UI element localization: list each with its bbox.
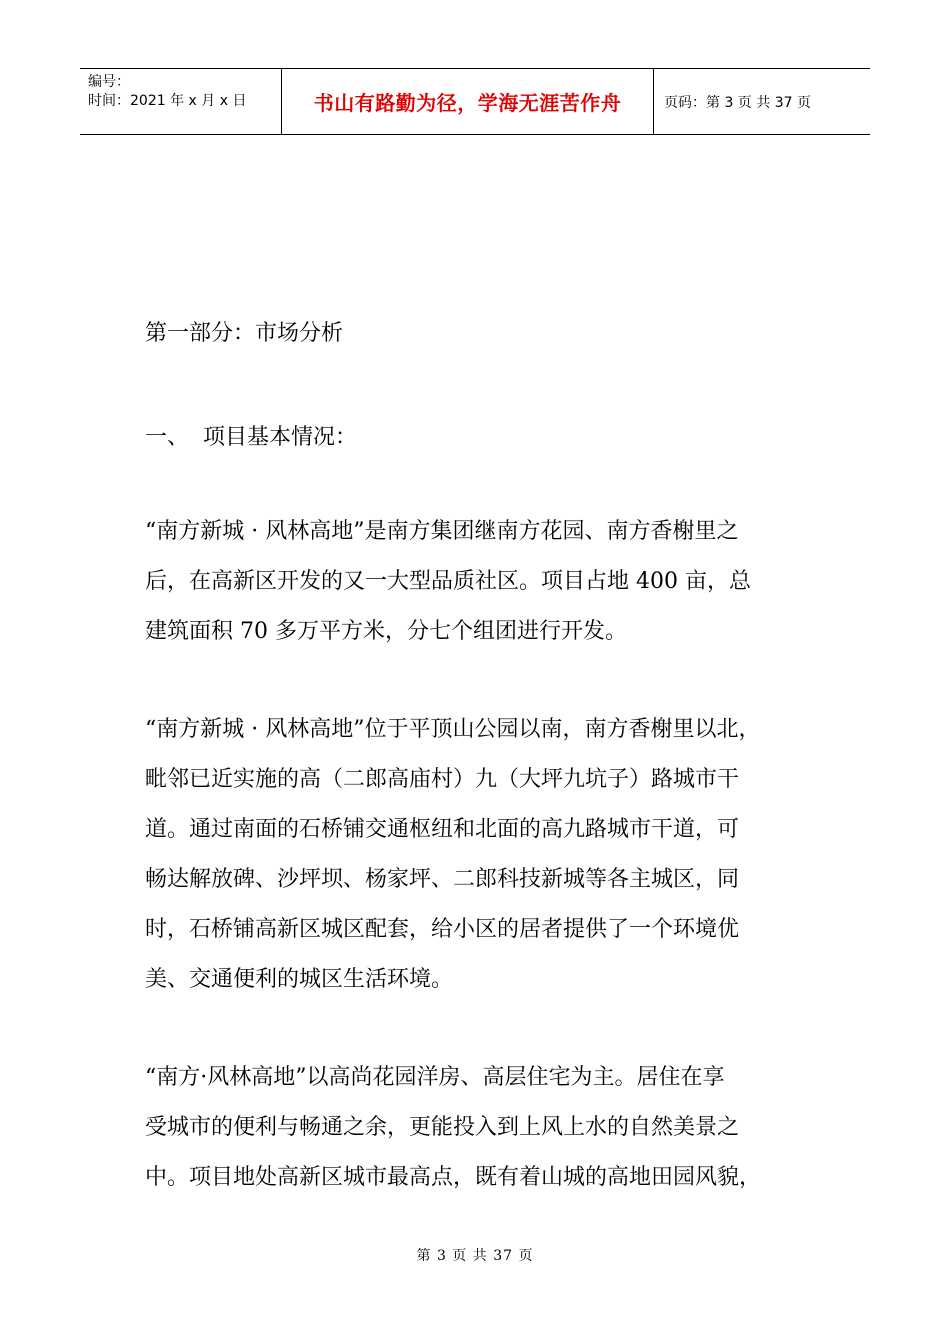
page-footer: 第 3 页 共 37 页	[416, 1248, 534, 1264]
paragraph-1	[145, 507, 810, 657]
document-time-label: 时间：2021 年 x 月 x 日	[88, 93, 247, 109]
document-number-label: 编号：	[88, 74, 130, 90]
subheading	[145, 423, 357, 453]
paragraph-line: 时，石桥铺高新区城区配套，给小区的居者提供了一个环境优	[145, 917, 740, 942]
paragraph-line: 中。项目地处高新区城市最高点，既有着山城的高地田园风貌，	[145, 1165, 762, 1190]
paragraph-line: 美、交通便利的城区生活环境。	[145, 967, 454, 992]
paragraph-line: 建筑面积 70 多万平方米，分七个组团进行开发。	[145, 619, 627, 644]
paragraph-line: “南方新城 · 风林高地”是南方集团继南方花园、南方香榭里之	[145, 519, 739, 544]
paragraph-line: 后，在高新区开发的又一大型品质社区。项目占地 400 亩，总	[145, 569, 751, 594]
header-motto-cell	[282, 69, 654, 134]
paragraph-line: 畅达解放碑、沙坪坝、杨家坪、二郎科技新城等各主城区，同	[145, 867, 740, 892]
header-motto: 书山有路勤为径，学海无涯苦作舟	[313, 91, 622, 115]
paragraph-line: “南方·风林高地”以高尚花园洋房、高层住宅为主。居住在享	[145, 1065, 725, 1090]
paragraph-line: 受城市的便利与畅通之余，更能投入到上风上水的自然美景之	[145, 1115, 740, 1140]
header-page-info-cell	[654, 69, 870, 134]
paragraph-line: 毗邻已近实施的高（二郎高庙村）九（大坪九坑子）路城市干	[145, 767, 740, 792]
page-header	[80, 68, 870, 135]
header-page-info: 页码：第 3 页 共 37 页	[664, 94, 811, 111]
section-title: 第一部分：市场分析	[145, 321, 344, 346]
paragraph-2	[145, 705, 810, 1005]
subheading-text: 项目基本情况：	[203, 425, 358, 450]
header-meta	[80, 69, 282, 134]
subheading-number: 一、	[145, 425, 190, 450]
paragraph-3	[145, 1053, 810, 1203]
paragraph-line: “南方新城 · 风林高地”位于平顶山公园以南，南方香榭里以北，	[145, 717, 761, 742]
paragraph-line: 道。通过南面的石桥铺交通枢纽和北面的高九路城市干道，可	[145, 817, 740, 842]
